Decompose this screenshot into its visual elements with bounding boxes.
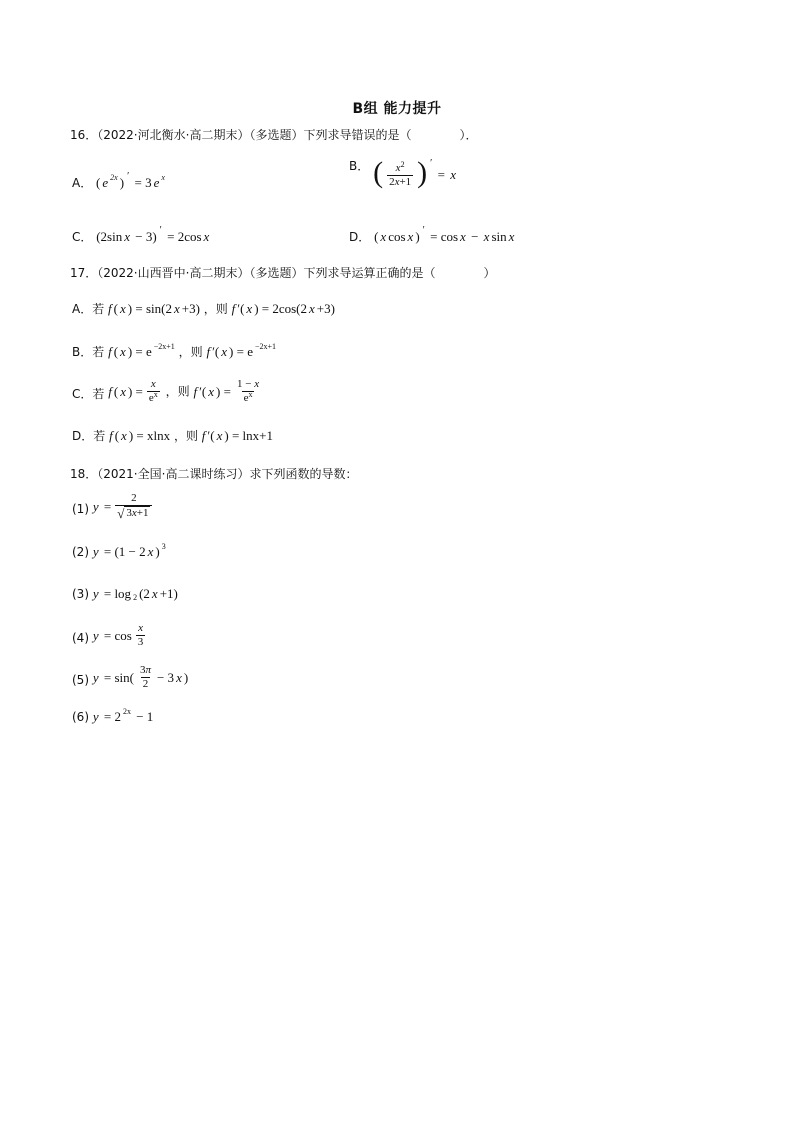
section-title: B组 能力提升: [352, 101, 442, 117]
q16-option-c-math: (2sin x − 3) ′ = 2cos x: [96, 224, 210, 244]
q16-stem: 16．（2022·河北衡水·高二期末）（多选题）下列求导错误的是（ ）．: [70, 128, 478, 142]
q17-option-a-f: f ( x ) = sin(2 x +3): [108, 301, 200, 316]
q18-item-5: [72, 664, 188, 691]
q17-option-b-fp: f ′( x ) = e −2x+1: [206, 341, 277, 359]
q18-item-1-expr: y = 2 √ 3x+1: [93, 492, 155, 522]
q16-option-a-label: A．: [72, 176, 93, 190]
q18-item-6-label: (6): [72, 710, 89, 724]
q18-item-3-expr: y = log 2 (2 x +1): [92, 586, 178, 602]
q18-item-3-label: (3): [72, 587, 89, 601]
q16-option-d-math: ( x cos x ) ′ = cos x − x sin x: [374, 224, 515, 244]
q17-option-d-then: ，则: [173, 429, 198, 443]
q17-stem: 17．（2022·山西晋中·高二期末）（多选题）下列求导运算正确的是（ ）: [70, 266, 496, 280]
q17-option-b: [72, 343, 276, 360]
q18-item-6-expr: y = 2 2x − 1: [92, 706, 154, 724]
q18-item-5-expr: y = sin( $\frac{3\pi}{2}$ − 3 x ): [92, 664, 189, 690]
q18-item-4: [72, 622, 147, 649]
q18-item-4-label: (4): [72, 630, 89, 645]
q18-item-2-expr: y = (1 − 2 x ) 3: [92, 541, 166, 559]
q17-option-c: [72, 378, 263, 405]
q17-option-d-fp: f ′( x ) = lnx+1: [201, 428, 273, 443]
q17-option-c-f: f ( x ) = $\frac{x}{e^x}$: [108, 378, 158, 404]
q16-option-c-label: C．: [72, 230, 93, 244]
q17-option-c-then: ，则: [165, 384, 190, 399]
q17-option-a-fp: f ′( x ) = 2cos(2 x +3): [231, 301, 335, 316]
q16-option-d: [349, 224, 515, 245]
q16-option-b-math: ( $\frac{x^2}{2x+1}$ ) ′ = x: [373, 156, 456, 189]
q18-item-4-expr: y = cos $\frac{x}{3}$: [92, 622, 144, 648]
q17-option-d-f: f ( x ) = xlnx: [109, 428, 171, 443]
q17-option-d-label: D．若: [72, 429, 106, 443]
q16-option-a-math: ( e 2x ) ′ = 3 e x: [96, 170, 165, 190]
q18-item-3: [72, 586, 178, 602]
q18-item-5-label: (5): [72, 672, 89, 687]
q17-option-a-label: A．若: [72, 302, 105, 316]
q18-item-2: [72, 541, 166, 560]
q16-option-d-label: D．: [349, 230, 371, 244]
q17-option-a: [72, 300, 335, 317]
q16-option-b: [349, 156, 456, 190]
q17-option-c-fp: f ′( x ) = $\frac{1 - x}{e^x}$: [193, 378, 260, 404]
q18-item-1-label: (1): [72, 502, 89, 516]
q17-option-c-label: C．若: [72, 386, 105, 401]
q18-item-2-label: (2): [72, 545, 89, 559]
q18-item-6: [72, 706, 154, 725]
q17-option-b-label: B．若: [72, 345, 105, 359]
q17-option-d: [72, 427, 273, 444]
q18-stem: 18．（2021·全国·高二课时练习）求下列函数的导数：: [70, 467, 358, 481]
q16-option-c: [72, 224, 210, 245]
q17-option-a-then: ，则: [203, 302, 228, 316]
q16-option-a: [72, 170, 165, 191]
q18-item-1: [72, 492, 154, 522]
q16-option-b-label: B．: [349, 159, 370, 173]
q17-option-b-then: ，则: [178, 345, 203, 359]
q17-option-b-f: f ( x ) = e −2x+1: [108, 341, 175, 359]
